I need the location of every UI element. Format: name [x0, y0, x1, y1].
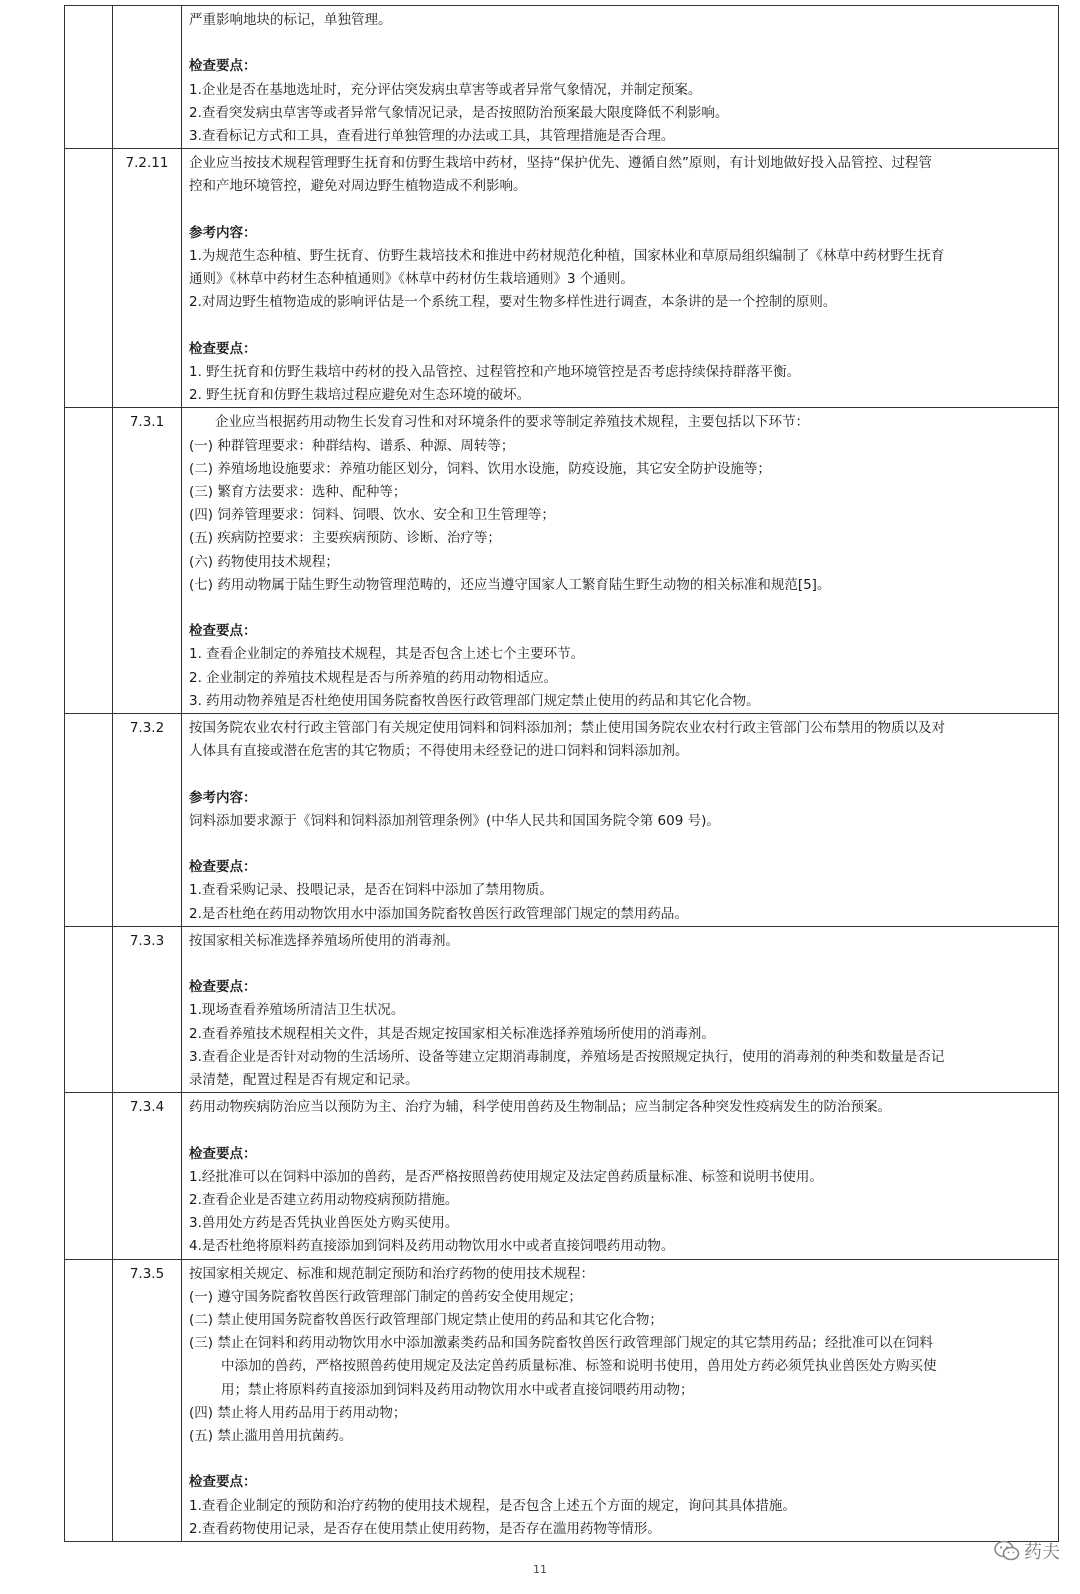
text-line: 4.是否杜绝将原料药直接添加到饲料及药用动物饮用水中或者直接饲喂药用动物。 — [189, 1238, 675, 1255]
table-row — [65, 408, 1059, 714]
spacer — [189, 1119, 1052, 1142]
text-line: 饲料添加要求源于《饲料和饲料添加剂管理条例》(中华人民共和国国务院令第 609 号)。 — [189, 812, 720, 829]
spacer — [189, 763, 1052, 786]
blank-cell — [65, 6, 113, 149]
text-line: 按国家相关规定、标准和规范制定预防和治疗药物的使用技术规程： — [189, 1265, 594, 1282]
text-line: (四) 饲养管理要求：饲料、饲喂、饮水、安全和卫生管理等； — [189, 507, 555, 524]
clause-content — [182, 1093, 1059, 1259]
table-row — [65, 1259, 1059, 1541]
text-line: (六) 药物使用技术规程； — [189, 553, 339, 570]
spacer — [189, 953, 1052, 976]
text-line: 控和产地环境管控，避免对周边野生植物造成不利影响。 — [189, 178, 527, 195]
clause-number: 7.3.3 — [113, 926, 182, 1092]
text-line: 严重影响地块的标记，单独管理。 — [189, 12, 392, 28]
text-line: (四) 禁止将人用药品用于药用动物； — [189, 1404, 407, 1421]
text-line: 通则》《林草中药材生态种植通则》《林草中药材仿生栽培通则》3 个通则。 — [189, 271, 634, 288]
clause-content — [182, 6, 1059, 149]
clause-number: 7.2.11 — [113, 149, 182, 408]
section-heading: 检查要点： — [189, 1474, 257, 1491]
table-row — [65, 926, 1059, 1092]
table-row — [65, 1093, 1059, 1259]
text-line: 1.现场查看养殖场所清洁卫生状况。 — [189, 1002, 405, 1019]
text-line: 企业应当按技术规程管理野生抚育和仿野生栽培中药材，坚持“保护优先、遵循自然”原则，有计划地做好投入品管控、过程管 — [189, 155, 932, 172]
section-heading: 检查要点： — [189, 979, 257, 996]
spacer — [189, 199, 1052, 222]
text-line: 2.是否杜绝在药用动物饮用水中添加国务院畜牧兽医行政管理部门规定的禁用药品。 — [189, 905, 688, 922]
clause-number: 7.3.4 — [113, 1093, 182, 1259]
text-line: 中添加的兽药，严格按照兽药使用规定及法定兽药质量标准、标签和说明书使用，兽用处方药必须凭执业兽医处方购买使 — [221, 1358, 937, 1375]
section-heading: 检查要点： — [189, 340, 257, 357]
blank-cell — [65, 149, 113, 408]
watermark-text: 药夫 — [1024, 1542, 1060, 1563]
wechat-icon — [994, 1540, 1020, 1562]
text-line: (三) 繁育方法要求：选种、配种等； — [189, 484, 407, 501]
section-heading: 参考内容： — [189, 224, 257, 241]
blank-cell — [65, 1259, 113, 1541]
text-line: (七) 药用动物属于陆生野生动物管理范畴的，还应当遵守国家人工繁育陆生野生动物的相关标准和规范[5]。 — [189, 576, 831, 593]
section-heading: 检查要点： — [189, 58, 257, 75]
text-line: 1. 查看企业制定的养殖技术规程，其是否包含上述七个主要环节。 — [189, 646, 585, 663]
text-line: 企业应当根据药用动物生长发育习性和对环境条件的要求等制定养殖技术规程，主要包括以下环节： — [215, 414, 809, 431]
text-line: 用；禁止将原料药直接添加到饲料及药用动物饮用水中或者直接饲喂药用动物； — [221, 1381, 694, 1398]
text-line: (一) 种群管理要求：种群结构、谱系、种源、周转等； — [189, 437, 515, 454]
blank-cell — [65, 714, 113, 927]
clause-content — [182, 1259, 1059, 1541]
text-line: (二) 禁止使用国务院畜牧兽医行政管理部门规定禁止使用的药品和其它化合物； — [189, 1312, 663, 1329]
text-line: (二) 养殖场地设施要求：养殖功能区划分，饲料、饮用水设施，防疫设施，其它安全防护设施等； — [189, 460, 771, 477]
text-line: 1.为规范生态种植、野生抚育、仿野生栽培技术和推进中药材规范化种植，国家林业和草原局组织编制了《林草中药材野生抚育 — [189, 248, 945, 264]
spacer — [189, 315, 1052, 338]
text-line: 2. 野生抚育和仿野生栽培过程应避免对生态环境的破坏。 — [189, 387, 531, 404]
text-line: 按国家相关标准选择养殖场所使用的消毒剂。 — [189, 932, 459, 949]
text-line: 1.经批准可以在饲料中添加的兽药，是否严格按照兽药使用规定及法定兽药质量标准、标签和说明书使用。 — [189, 1168, 823, 1185]
blank-cell — [65, 408, 113, 714]
text-line: (一) 遵守国务院畜牧兽医行政管理部门制定的兽药安全使用规定； — [189, 1288, 582, 1305]
text-line: 1.查看企业制定的预防和治疗药物的使用技术规程，是否包含上述五个方面的规定，询问其具体措施。 — [189, 1497, 796, 1514]
text-line: 3.查看标记方式和工具，查看进行单独管理的办法或工具，其管理措施是否合理。 — [189, 128, 675, 144]
text-line: 2. 企业制定的养殖技术规程是否与所养殖的药用动物相适应。 — [189, 669, 558, 686]
blank-cell — [65, 926, 113, 1092]
table-row — [65, 714, 1059, 927]
text-line: 2.查看药物使用记录，是否存在使用禁止使用药物，是否存在滥用药物等情形。 — [189, 1520, 661, 1537]
section-heading: 检查要点： — [189, 623, 257, 640]
clause-number: 7.3.5 — [113, 1259, 182, 1541]
text-line: 2.查看突发病虫草害等或者异常气象情况记录，是否按照防治预案最大限度降低不利影响。 — [189, 104, 729, 121]
text-line: 1. 野生抚育和仿野生栽培中药材的投入品管控、过程管控和产地环境管控是否考虑持续保持群落平衡。 — [189, 364, 801, 380]
text-line: 录清楚，配置过程是否有规定和记录。 — [189, 1072, 419, 1089]
spacer — [189, 1448, 1052, 1471]
section-heading: 参考内容： — [189, 789, 257, 806]
watermark — [994, 1538, 1060, 1564]
page-number: 11 — [533, 1563, 547, 1576]
text-line: (五) 疾病防控要求：主要疾病预防、诊断、治疗等； — [189, 530, 501, 547]
text-line: 3. 药用动物养殖是否杜绝使用国务院畜牧兽医行政管理部门规定禁止使用的药品和其它化合物。 — [189, 692, 760, 709]
clause-content — [182, 149, 1059, 408]
text-line: (五) 禁止滥用兽用抗菌药。 — [189, 1428, 353, 1445]
text-line: (三) 禁止在饲料和药用动物饮用水中添加激素类药品和国务院畜牧兽医行政管理部门规定的其它禁用药品；经批准可以在饲料 — [189, 1335, 933, 1352]
text-line: 按国务院农业农村行政主管部门有关规定使用饲料和饲料添加剂；禁止使用国务院农业农村行政主管部门公布禁用的物质以及对 — [189, 720, 945, 737]
spacer — [189, 32, 1052, 55]
text-line: 1.企业是否在基地选址时，充分评估突发病虫草害等或者异常气象情况，并制定预案。 — [189, 81, 702, 98]
text-line: 药用动物疾病防治应当以预防为主、治疗为辅，科学使用兽药及生物制品；应当制定各种突发性疫病发生的防治预案。 — [189, 1099, 891, 1116]
text-line: 2.对周边野生植物造成的影响评估是一个系统工程，要对生物多样性进行调查，本条讲的是一个控制的原则。 — [189, 294, 837, 311]
spacer — [189, 833, 1052, 856]
text-line: 3.查看企业是否针对动物的生活场所、设备等建立定期消毒制度，养殖场是否按照规定执行，使用的消毒剂的种类和数量是否记 — [189, 1048, 945, 1065]
table-row — [65, 149, 1059, 408]
regulation-table — [64, 5, 1059, 1542]
text-line: 人体具有直接或潜在危害的其它物质；不得使用未经登记的进口饲料和饲料添加剂。 — [189, 743, 689, 760]
text-line: 3.兽用处方药是否凭执业兽医处方购买使用。 — [189, 1215, 459, 1232]
spacer — [189, 597, 1052, 620]
clause-content — [182, 926, 1059, 1092]
section-heading: 检查要点： — [189, 1145, 257, 1162]
clause-number: 7.3.2 — [113, 714, 182, 927]
clause-number: 7.3.1 — [113, 408, 182, 714]
table-row — [65, 6, 1059, 149]
clause-content — [182, 714, 1059, 927]
text-line: 1.查看采购记录、投喂记录，是否在饲料中添加了禁用物质。 — [189, 882, 553, 899]
text-line: 2.查看企业是否建立药用动物疫病预防措施。 — [189, 1192, 459, 1209]
text-line: 2.查看养殖技术规程相关文件，其是否规定按国家相关标准选择养殖场所使用的消毒剂。 — [189, 1025, 715, 1042]
clause-content — [182, 408, 1059, 714]
section-heading: 检查要点： — [189, 859, 257, 876]
blank-cell — [65, 1093, 113, 1259]
clause-number — [113, 6, 182, 149]
